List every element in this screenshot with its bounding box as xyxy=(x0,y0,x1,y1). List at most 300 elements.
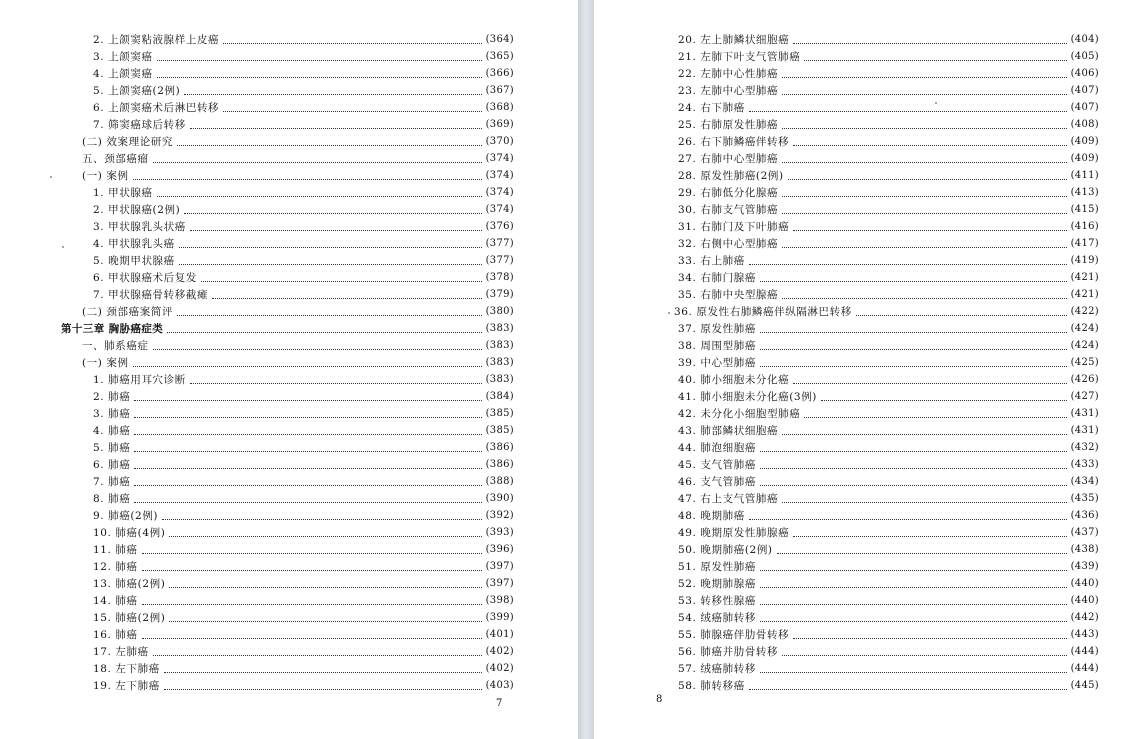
toc-entry-page: (405) xyxy=(1070,51,1099,62)
toc-entry xyxy=(594,269,1099,286)
scan-speck xyxy=(935,102,937,104)
toc-entry xyxy=(594,252,1099,269)
dot-leader xyxy=(134,493,481,503)
toc-entry xyxy=(594,65,1099,82)
toc-entry-page: (419) xyxy=(1070,255,1099,266)
dot-leader xyxy=(223,34,481,44)
dot-leader xyxy=(760,595,1067,605)
dot-leader xyxy=(760,272,1067,282)
toc-entry-page: (374) xyxy=(485,204,514,215)
toc-entry-page: (415) xyxy=(1070,204,1099,215)
toc-entry-page: (380) xyxy=(485,306,514,317)
toc-entry-page: (444) xyxy=(1070,646,1099,657)
toc-entry-page: (406) xyxy=(1070,68,1099,79)
dot-leader xyxy=(777,544,1067,554)
toc-entry xyxy=(0,116,514,133)
toc-list-left xyxy=(0,31,578,694)
toc-entry-title: 34. 右肺门腺癌 xyxy=(678,272,756,284)
dot-leader xyxy=(760,578,1067,588)
toc-entry-page: (401) xyxy=(485,629,514,640)
dot-leader xyxy=(190,374,482,384)
dot-leader xyxy=(749,680,1067,690)
toc-list-right xyxy=(594,31,1143,694)
dot-leader xyxy=(782,187,1066,197)
toc-entry xyxy=(594,558,1099,575)
toc-entry-title: 4. 肺癌 xyxy=(93,425,131,437)
toc-entry-title: 29. 右肺低分化腺癌 xyxy=(678,187,779,199)
toc-entry-title: 57. 绒癌肺转移 xyxy=(678,663,756,675)
dot-leader xyxy=(142,561,482,571)
toc-entry xyxy=(594,184,1099,201)
toc-entry xyxy=(0,388,514,405)
toc-entry-page: (411) xyxy=(1070,170,1099,181)
toc-entry xyxy=(0,65,514,82)
toc-entry xyxy=(594,643,1099,660)
toc-entry xyxy=(0,592,514,609)
toc-entry-title: 43. 肺部鳞状细胞癌 xyxy=(678,425,779,437)
toc-entry-page: (365) xyxy=(485,51,514,62)
toc-entry-page: (383) xyxy=(485,374,514,385)
dot-leader xyxy=(821,391,1067,401)
dot-leader xyxy=(134,459,481,469)
toc-entry-page: (440) xyxy=(1070,578,1099,589)
toc-entry-title: 36. 原发性右肺鳞癌伴纵隔淋巴转移 xyxy=(674,306,852,318)
toc-entry xyxy=(594,116,1099,133)
toc-entry-title: 28. 原发性肺癌(2例) xyxy=(678,170,784,182)
toc-entry-page: (416) xyxy=(1070,221,1099,232)
page-number-left: 7 xyxy=(496,698,503,709)
toc-entry xyxy=(594,235,1099,252)
toc-entry-page: (421) xyxy=(1070,272,1099,283)
toc-entry-page: (432) xyxy=(1070,442,1099,453)
toc-entry-title: 8. 肺癌 xyxy=(93,493,131,505)
dot-leader xyxy=(142,544,482,554)
dot-leader xyxy=(760,442,1067,452)
toc-entry-page: (427) xyxy=(1070,391,1099,402)
dot-leader xyxy=(133,170,482,180)
toc-entry-title: 46. 支气管肺癌 xyxy=(678,476,756,488)
toc-entry-title: 26. 右下肺鳞癌伴转移 xyxy=(678,136,790,148)
toc-entry xyxy=(0,82,514,99)
toc-entry-title: 58. 肺转移癌 xyxy=(678,680,745,692)
toc-entry xyxy=(594,201,1099,218)
toc-entry-title: 2. 甲状腺癌(2例) xyxy=(93,204,181,216)
toc-entry-title: 27. 右肺中心型肺癌 xyxy=(678,153,779,165)
toc-entry-title: (二) 颈部癌案简评 xyxy=(82,306,174,318)
dot-leader xyxy=(793,527,1066,537)
toc-entry xyxy=(0,133,514,150)
toc-entry-title: 44. 肺泡细胞癌 xyxy=(678,442,756,454)
toc-entry-title: 5. 晚期甲状腺癌 xyxy=(93,255,175,267)
toc-entry xyxy=(0,626,514,643)
toc-entry-title: 一、肺系癌症 xyxy=(82,340,149,352)
toc-entry-title: 7. 肺癌 xyxy=(93,476,131,488)
toc-entry xyxy=(594,422,1099,439)
toc-entry-title: 51. 原发性肺癌 xyxy=(678,561,756,573)
toc-entry-title: 41. 肺小细胞未分化癌(3例) xyxy=(678,391,818,403)
toc-entry-title: 15. 肺癌(2例) xyxy=(93,612,166,624)
toc-entry xyxy=(594,31,1099,48)
toc-entry xyxy=(0,31,514,48)
toc-entry-title: 5. 肺癌 xyxy=(93,442,131,454)
toc-entry-page: (445) xyxy=(1070,680,1099,691)
toc-entry-title: 6. 甲状腺癌术后复发 xyxy=(93,272,197,284)
dot-leader xyxy=(179,238,482,248)
toc-entry-title: 10. 肺癌(4例) xyxy=(93,527,166,539)
toc-entry-title: 38. 周围型肺癌 xyxy=(678,340,756,352)
toc-entry-title: 24. 右下肺癌 xyxy=(678,102,745,114)
toc-entry-page: (431) xyxy=(1070,425,1099,436)
dot-leader xyxy=(782,204,1066,214)
toc-entry xyxy=(594,286,1099,303)
toc-entry-title: 1. 肺癌用耳穴诊断 xyxy=(93,374,186,386)
toc-entry xyxy=(0,354,514,371)
toc-entry-page: (417) xyxy=(1070,238,1099,249)
dot-leader xyxy=(793,221,1066,231)
toc-entry-title: 52. 晚期肺腺癌 xyxy=(678,578,756,590)
dot-leader xyxy=(201,272,482,282)
dot-leader xyxy=(212,289,482,299)
dot-leader xyxy=(157,187,482,197)
toc-entry xyxy=(0,609,514,626)
toc-entry-page: (397) xyxy=(485,561,514,572)
dot-leader xyxy=(134,442,481,452)
toc-entry-page: (437) xyxy=(1070,527,1099,538)
toc-entry-title: 53. 转移性腺癌 xyxy=(678,595,756,607)
dot-leader xyxy=(162,510,481,520)
toc-entry-page: (383) xyxy=(485,357,514,368)
toc-entry-title: 42. 未分化小细胞型肺癌 xyxy=(678,408,801,420)
toc-entry-page: (364) xyxy=(485,34,514,45)
dot-leader xyxy=(760,612,1067,622)
dot-leader xyxy=(164,663,482,673)
toc-entry-page: (407) xyxy=(1070,102,1099,113)
scan-speck xyxy=(62,246,64,248)
toc-entry-title: 12. 肺癌 xyxy=(93,561,138,573)
toc-entry-title: 9. 肺癌(2例) xyxy=(93,510,159,522)
dot-leader xyxy=(782,119,1066,129)
dot-leader xyxy=(749,102,1067,112)
dot-leader xyxy=(133,357,482,367)
toc-entry xyxy=(0,490,514,507)
dot-leader xyxy=(177,306,482,316)
toc-entry xyxy=(0,167,514,184)
toc-entry-page: (398) xyxy=(485,595,514,606)
dot-leader xyxy=(153,340,482,350)
toc-entry-page: (379) xyxy=(485,289,514,300)
toc-entry-page: (424) xyxy=(1070,340,1099,351)
toc-entry-title: 13. 肺癌(2例) xyxy=(93,578,166,590)
toc-entry-page: (402) xyxy=(485,663,514,674)
right-page xyxy=(594,0,1143,739)
toc-entry-title: 6. 上颌窦癌术后淋巴转移 xyxy=(93,102,220,114)
toc-entry xyxy=(0,150,514,167)
toc-entry-page: (383) xyxy=(485,323,514,334)
toc-entry-page: (378) xyxy=(485,272,514,283)
toc-entry xyxy=(0,99,514,116)
dot-leader xyxy=(153,646,482,656)
toc-entry xyxy=(594,337,1099,354)
toc-entry-page: (438) xyxy=(1070,544,1099,555)
dot-leader xyxy=(223,102,481,112)
page-number-right: 8 xyxy=(656,694,663,705)
toc-entry-page: (424) xyxy=(1070,323,1099,334)
dot-leader xyxy=(793,629,1066,639)
toc-entry-page: (390) xyxy=(485,493,514,504)
dot-leader xyxy=(169,612,481,622)
toc-entry xyxy=(594,439,1099,456)
toc-entry-page: (377) xyxy=(485,255,514,266)
dot-leader xyxy=(190,119,482,129)
toc-entry-title: (一) 案例 xyxy=(82,170,129,182)
toc-entry-title: 33. 右上肺癌 xyxy=(678,255,745,267)
toc-entry xyxy=(594,150,1099,167)
toc-entry xyxy=(594,609,1099,626)
toc-entry xyxy=(0,660,514,677)
toc-entry-page: (370) xyxy=(485,136,514,147)
dot-leader xyxy=(760,459,1067,469)
toc-entry-page: (385) xyxy=(485,408,514,419)
toc-entry-title: 50. 晚期肺癌(2例) xyxy=(678,544,773,556)
toc-entry-page: (403) xyxy=(485,680,514,691)
toc-entry xyxy=(0,184,514,201)
toc-entry-page: (377) xyxy=(485,238,514,249)
toc-entry xyxy=(594,133,1099,150)
scan-speck xyxy=(668,312,670,314)
toc-entry xyxy=(594,456,1099,473)
toc-entry-title: 14. 肺癌 xyxy=(93,595,138,607)
toc-entry-title: 3. 甲状腺乳头状癌 xyxy=(93,221,186,233)
dot-leader xyxy=(184,85,481,95)
toc-entry xyxy=(0,677,514,694)
toc-entry xyxy=(594,660,1099,677)
dot-leader xyxy=(134,476,481,486)
toc-entry xyxy=(594,541,1099,558)
toc-entry-page: (409) xyxy=(1070,153,1099,164)
toc-entry-title: 3. 肺癌 xyxy=(93,408,131,420)
dot-leader xyxy=(134,425,481,435)
toc-entry-page: (408) xyxy=(1070,119,1099,130)
toc-entry xyxy=(594,167,1099,184)
dot-leader xyxy=(782,68,1066,78)
toc-entry xyxy=(594,218,1099,235)
toc-entry xyxy=(0,286,514,303)
toc-entry-page: (434) xyxy=(1070,476,1099,487)
toc-entry-page: (369) xyxy=(485,119,514,130)
dot-leader xyxy=(782,425,1066,435)
toc-entry-page: (386) xyxy=(485,442,514,453)
toc-entry xyxy=(0,303,514,320)
toc-entry-page: (397) xyxy=(485,578,514,589)
dot-leader xyxy=(793,136,1066,146)
toc-entry xyxy=(594,354,1099,371)
dot-leader xyxy=(782,646,1066,656)
dot-leader xyxy=(788,170,1067,180)
toc-entry-title: 1. 甲状腺癌 xyxy=(93,187,153,199)
dot-leader xyxy=(157,51,482,61)
toc-entry-title: 22. 左肺中心性肺癌 xyxy=(678,68,779,80)
toc-entry-title: 7. 筛窦癌球后转移 xyxy=(93,119,186,131)
toc-entry-page: (392) xyxy=(485,510,514,521)
toc-entry-title: (二) 效案理论研究 xyxy=(82,136,174,148)
toc-entry-page: (426) xyxy=(1070,374,1099,385)
dot-leader xyxy=(760,476,1067,486)
toc-entry-title: 25. 右肺原发性肺癌 xyxy=(678,119,779,131)
toc-entry xyxy=(594,524,1099,541)
toc-entry xyxy=(0,201,514,218)
toc-entry-page: (404) xyxy=(1070,34,1099,45)
toc-entry xyxy=(594,405,1099,422)
dot-leader xyxy=(142,595,482,605)
dot-leader xyxy=(782,85,1066,95)
toc-entry-page: (443) xyxy=(1070,629,1099,640)
toc-entry-page: (436) xyxy=(1070,510,1099,521)
toc-entry-page: (439) xyxy=(1070,561,1099,572)
dot-leader xyxy=(760,357,1067,367)
toc-entry xyxy=(0,507,514,524)
toc-entry-page: (421) xyxy=(1070,289,1099,300)
toc-entry-title: 4. 上颌窦癌 xyxy=(93,68,153,80)
toc-entry-title: 16. 肺癌 xyxy=(93,629,138,641)
dot-leader xyxy=(142,629,482,639)
toc-entry-page: (409) xyxy=(1070,136,1099,147)
toc-entry xyxy=(594,48,1099,65)
dot-leader xyxy=(760,340,1067,350)
toc-entry-page: (376) xyxy=(485,221,514,232)
toc-entry-title: 11. 肺癌 xyxy=(93,544,138,556)
dot-leader xyxy=(782,289,1066,299)
dot-leader xyxy=(157,68,482,78)
dot-leader xyxy=(782,493,1066,503)
dot-leader xyxy=(749,510,1067,520)
toc-entry-title: 30. 右肺支气管肺癌 xyxy=(678,204,779,216)
toc-entry xyxy=(0,235,514,252)
toc-entry-page: (374) xyxy=(485,187,514,198)
toc-entry-title: 2. 上颌窦粘液腺样上皮癌 xyxy=(93,34,220,46)
dot-leader xyxy=(782,153,1066,163)
dot-leader xyxy=(177,136,482,146)
toc-entry-title: 31. 右肺门及下叶肺癌 xyxy=(678,221,790,233)
dot-leader xyxy=(760,323,1067,333)
toc-entry xyxy=(594,575,1099,592)
toc-entry-page: (368) xyxy=(485,102,514,113)
dot-leader xyxy=(134,408,481,418)
toc-entry xyxy=(0,218,514,235)
toc-entry-title: 55. 肺腺癌伴肋骨转移 xyxy=(678,629,790,641)
toc-entry-page: (396) xyxy=(485,544,514,555)
dot-leader xyxy=(793,34,1066,44)
toc-entry-title: 37. 原发性肺癌 xyxy=(678,323,756,335)
toc-entry xyxy=(0,371,514,388)
toc-entry xyxy=(594,592,1099,609)
toc-entry xyxy=(594,320,1099,337)
toc-entry-title: 4. 甲状腺乳头癌 xyxy=(93,238,175,250)
toc-entry xyxy=(0,524,514,541)
toc-entry-title: 第十三章 胸胁癌症类 xyxy=(61,323,164,335)
dot-leader xyxy=(804,408,1066,418)
toc-entry-page: (383) xyxy=(485,340,514,351)
toc-entry-title: 6. 肺癌 xyxy=(93,459,131,471)
toc-entry xyxy=(594,388,1099,405)
toc-entry-title: 45. 支气管肺癌 xyxy=(678,459,756,471)
toc-entry-title: 56. 肺癌并肋骨转移 xyxy=(678,646,779,658)
toc-entry-title: 7. 甲状腺癌骨转移截瘫 xyxy=(93,289,209,301)
toc-entry xyxy=(594,371,1099,388)
toc-entry-page: (433) xyxy=(1070,459,1099,470)
toc-entry-page: (393) xyxy=(485,527,514,538)
toc-entry-page: (422) xyxy=(1070,306,1099,317)
toc-entry-page: (413) xyxy=(1070,187,1099,198)
toc-entry-page: (384) xyxy=(485,391,514,402)
toc-entry-page: (385) xyxy=(485,425,514,436)
toc-entry xyxy=(0,422,514,439)
toc-entry xyxy=(0,320,514,337)
toc-entry-page: (425) xyxy=(1070,357,1099,368)
toc-entry xyxy=(0,337,514,354)
toc-entry xyxy=(594,490,1099,507)
toc-entry xyxy=(0,405,514,422)
dot-leader xyxy=(793,374,1066,384)
toc-entry-page: (374) xyxy=(485,170,514,181)
toc-entry-page: (386) xyxy=(485,459,514,470)
dot-leader xyxy=(184,204,481,214)
toc-entry-page: (442) xyxy=(1070,612,1099,623)
toc-entry-title: 54. 绒癌肺转移 xyxy=(678,612,756,624)
toc-entry-title: 21. 左肺下叶支气管肺癌 xyxy=(678,51,801,63)
toc-entry-title: 2. 肺癌 xyxy=(93,391,131,403)
toc-entry-title: 39. 中心型肺癌 xyxy=(678,357,756,369)
dot-leader xyxy=(167,323,481,333)
toc-entry-title: 17. 左肺癌 xyxy=(93,646,149,658)
dot-leader xyxy=(179,255,482,265)
dot-leader xyxy=(169,578,481,588)
toc-entry-title: 20. 左上肺鳞状细胞癌 xyxy=(678,34,790,46)
toc-entry-title: 48. 晚期肺癌 xyxy=(678,510,745,522)
toc-entry-page: (367) xyxy=(485,85,514,96)
toc-entry xyxy=(0,473,514,490)
dot-leader xyxy=(190,221,482,231)
toc-entry xyxy=(594,82,1099,99)
toc-entry xyxy=(594,626,1099,643)
toc-entry-title: 3. 上颌窦癌 xyxy=(93,51,153,63)
toc-entry xyxy=(0,269,514,286)
toc-entry xyxy=(0,558,514,575)
toc-entry-page: (440) xyxy=(1070,595,1099,606)
dot-leader xyxy=(134,391,481,401)
dot-leader xyxy=(760,663,1067,673)
toc-entry xyxy=(594,677,1099,694)
toc-entry-page: (374) xyxy=(485,153,514,164)
toc-entry-page: (399) xyxy=(485,612,514,623)
toc-entry-title: 23. 左肺中心型肺癌 xyxy=(678,85,779,97)
toc-entry-title: 49. 晚期原发性肺腺癌 xyxy=(678,527,790,539)
toc-entry-page: (444) xyxy=(1070,663,1099,674)
toc-entry xyxy=(0,575,514,592)
toc-entry xyxy=(594,507,1099,524)
dot-leader xyxy=(169,527,481,537)
toc-entry-title: 35. 右肺中央型腺癌 xyxy=(678,289,779,301)
toc-entry-title: 40. 肺小细胞未分化癌 xyxy=(678,374,790,386)
toc-entry-title: 19. 左下肺癌 xyxy=(93,680,160,692)
toc-entry xyxy=(0,48,514,65)
toc-entry-page: (407) xyxy=(1070,85,1099,96)
toc-entry-page: (402) xyxy=(485,646,514,657)
toc-entry xyxy=(0,456,514,473)
dot-leader xyxy=(164,680,482,690)
toc-entry-page: (388) xyxy=(485,476,514,487)
toc-entry xyxy=(0,439,514,456)
dot-leader xyxy=(153,153,482,163)
